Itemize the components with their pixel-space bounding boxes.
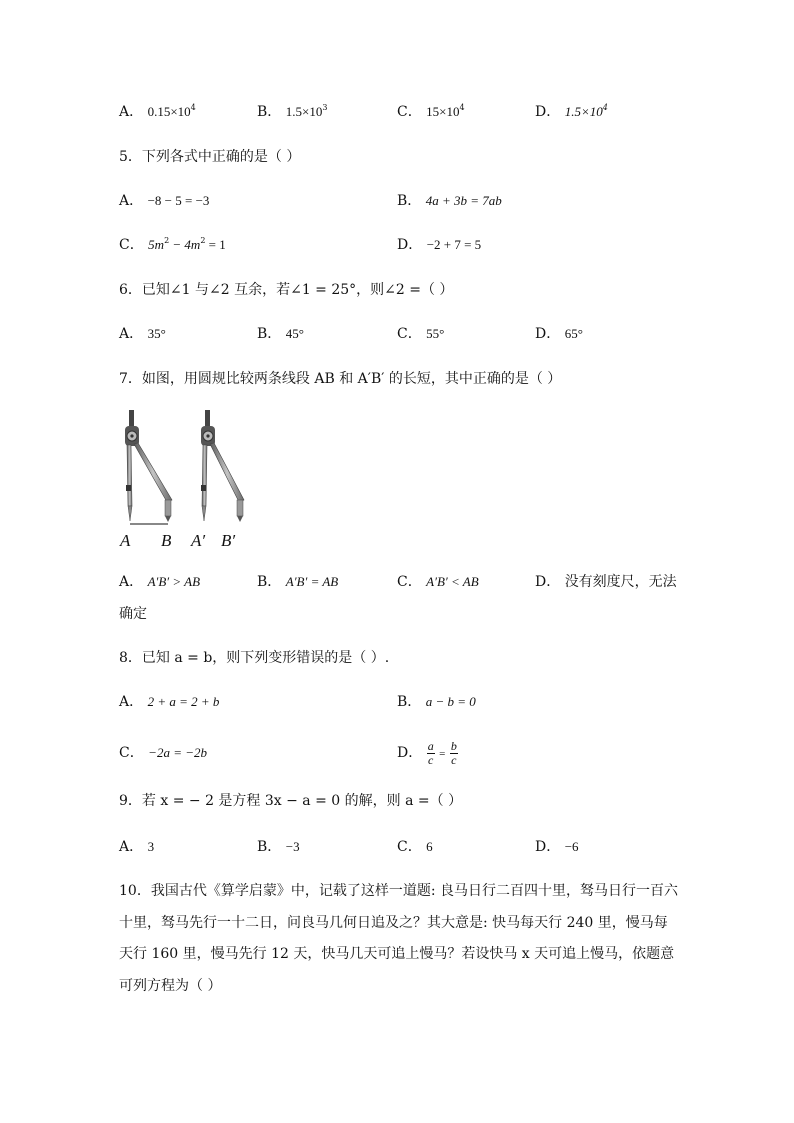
option-letter: C． (397, 326, 422, 342)
q9-option-a (119, 836, 154, 858)
option-expr: −2a = −2b (148, 745, 207, 760)
label-a: A (120, 531, 131, 550)
option-exponent: 2 (200, 236, 206, 245)
q6-stem: 6．已知∠1 与∠2 互余，若∠1 = 25°，则∠2 =（ ） (119, 282, 454, 298)
q8-option-c (119, 742, 207, 764)
option-expr: A′B′ > AB (147, 574, 201, 589)
option-expr-part: − 4m (169, 237, 201, 252)
q4-option-d (535, 101, 608, 123)
q9-option-b (257, 836, 300, 858)
option-value: 45° (285, 326, 304, 341)
q6-option-a (119, 323, 166, 345)
option-letter: A． (119, 694, 144, 710)
fraction-b-over-c (450, 740, 458, 767)
option-letter: D． (397, 237, 423, 253)
q9-stem: 9．若 x = − 2 是方程 3x − a = 0 的解，则 a =（ ） (119, 793, 463, 809)
q6-option-d (535, 323, 583, 345)
q4-option-b (257, 101, 327, 123)
q9-option-c (397, 836, 433, 858)
option-letter: B． (257, 839, 282, 855)
compass-icon (201, 410, 244, 522)
label-a-prime: A′ (191, 531, 206, 550)
option-value: 35° (147, 326, 166, 341)
q5-option-a (119, 190, 209, 212)
q8-stem: 8．已知 a = b，则下列变形错误的是（ ）. (119, 650, 390, 666)
q4-option-a (119, 101, 196, 123)
option-expr: −2 + 7 = 5 (426, 237, 482, 252)
q8-option-b (397, 691, 476, 713)
option-letter: B． (397, 694, 422, 710)
option-text: 没有刻度尺，无法 (564, 574, 677, 590)
option-expr: 4a + 3b = 7ab (425, 193, 502, 208)
q5-stem: 5．下列各式中正确的是（ ） (119, 149, 301, 165)
q5-option-c (119, 234, 226, 256)
option-letter: A． (119, 839, 144, 855)
option-letter: D． (535, 839, 561, 855)
q6-options-row (0, 323, 794, 347)
option-expr: −8 − 5 = −3 (147, 193, 210, 208)
option-letter: A． (119, 326, 144, 342)
q6-option-b (257, 323, 304, 345)
option-mantissa: 0.15×10 (147, 104, 191, 119)
option-value: −6 (564, 839, 579, 854)
q8-options-row-2 (0, 740, 794, 770)
q7-option-c (397, 571, 479, 593)
option-letter: B． (257, 104, 282, 120)
option-expr: a − b = 0 (425, 694, 476, 709)
option-letter: A． (119, 104, 144, 120)
option-letter: C． (119, 745, 144, 761)
option-letter: C． (397, 104, 422, 120)
option-exponent: 4 (190, 103, 196, 112)
denominator: c (451, 752, 457, 767)
option-value: 65° (564, 326, 583, 341)
compass-figure (110, 408, 260, 553)
option-letter: A． (119, 193, 144, 209)
option-exponent: 3 (322, 103, 328, 112)
option-expr: 2 + a = 2 + b (147, 694, 220, 709)
option-expr: A′B′ < AB (426, 574, 479, 589)
q9-option-d (535, 836, 579, 858)
q7-stem: 7．如图，用圆规比较两条线段 AB 和 A′B′ 的长短，其中正确的是（ ） (119, 371, 562, 387)
option-exponent: 4 (602, 103, 608, 112)
option-letter: B． (397, 193, 422, 209)
option-letter: B． (257, 326, 282, 342)
option-exponent: 4 (459, 103, 465, 112)
numerator: b (450, 738, 457, 753)
option-letter: C． (119, 237, 144, 253)
option-letter: A． (119, 574, 144, 590)
option-expr: A′B′ = AB (285, 574, 339, 589)
option-mantissa: 1.5×10 (564, 104, 603, 119)
q8-options-row-1 (0, 691, 794, 715)
q7-options-row (0, 571, 794, 595)
option-value: −3 (285, 839, 300, 854)
option-expr-part: = 1 (205, 237, 226, 252)
option-letter: D． (397, 745, 423, 761)
q7-option-b (257, 571, 338, 593)
option-value: 3 (147, 839, 155, 854)
q5-option-b (397, 190, 502, 212)
q5-options-row-2 (0, 234, 794, 258)
equals-sign: = (439, 748, 446, 760)
q6-option-c (397, 323, 444, 345)
q7-option-a (119, 571, 200, 593)
fraction-a-over-c (427, 740, 435, 767)
option-mantissa: 1.5×10 (285, 104, 323, 119)
option-value: 6 (426, 839, 433, 854)
option-letter: D． (535, 104, 561, 120)
option-letter: D． (535, 326, 561, 342)
q5-option-d (397, 234, 481, 256)
option-letter: C． (397, 839, 422, 855)
option-letter: B． (257, 574, 282, 590)
q4-options-row (0, 101, 794, 125)
option-letter: C． (397, 574, 422, 590)
q10-stem: 10．我国古代《算学启蒙》中，记载了这样一道题: 良马日行二百四十里，驽马日行一百六十里，驽马先行一十二日，问良马几何日追及之？其大意是: 快马每天行 240 里，慢马每天行 160 里，慢马先行 12 天，快马几天可追上慢马？若设快马 x 天可追上慢马，依题意可列方程为（ ） (119, 883, 678, 994)
q7-option-d (535, 571, 677, 593)
q8-option-d (397, 738, 458, 769)
option-exponent: 2 (164, 236, 170, 245)
q5-options-row-1 (0, 190, 794, 214)
option-mantissa: 15×10 (426, 104, 460, 119)
q9-options-row (0, 836, 794, 860)
q4-option-c (397, 101, 465, 123)
q8-option-a (119, 691, 219, 713)
option-letter: D． (535, 574, 561, 590)
label-b: B (161, 531, 172, 550)
numerator: a (427, 738, 434, 753)
denominator: c (428, 752, 434, 767)
compass-icon (125, 410, 172, 522)
option-expr-part: 5m (148, 237, 165, 252)
q7-option-d-continued: 确定 (119, 606, 147, 622)
option-value: 55° (426, 326, 445, 341)
label-b-prime: B′ (221, 531, 236, 550)
